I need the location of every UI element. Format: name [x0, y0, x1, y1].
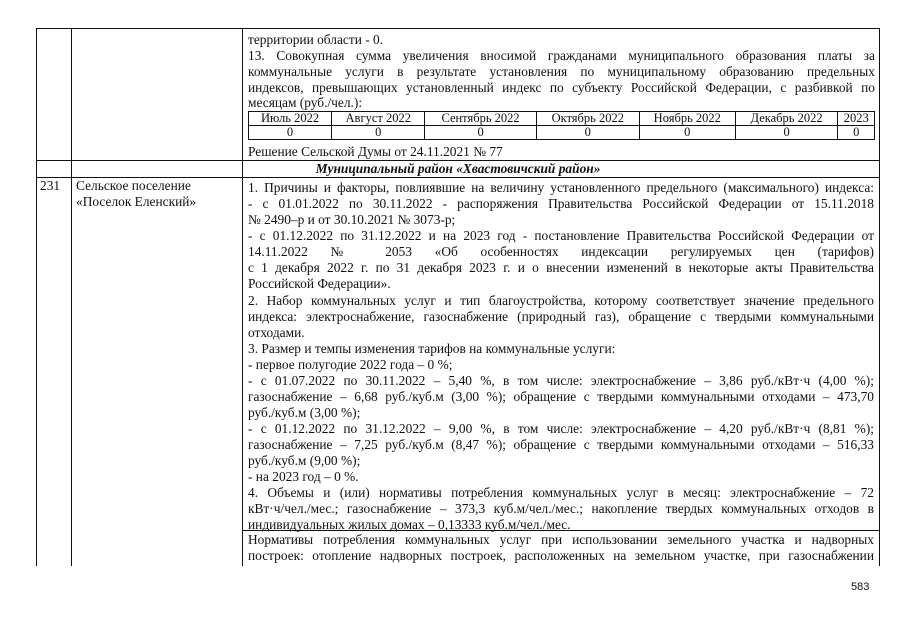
monthly-header-row	[249, 112, 875, 126]
item13-line: индексов, превышающих установленный индекс по субъекту Российской Федерации, с разбивкой по	[248, 80, 875, 95]
table-top-border	[36, 28, 880, 29]
district-title: Муниципальный район «Хвастовичский район»	[315, 161, 601, 176]
row-text-line: 2. Набор коммунальных услуг и тип благоустройства, которому соответствует значение предельного	[248, 293, 874, 308]
row-text-line: Нормативы потребления коммунальных услуг при использовании земельного участка и надворных	[248, 532, 874, 547]
monthly-value-row	[249, 126, 875, 140]
table-col1-border	[71, 28, 72, 566]
territory-line: территории области - 0.	[248, 32, 384, 47]
row-text-line: индекса: электроснабжение, газоснабжение (природный газ), обращение с твердыми коммунальными	[248, 309, 874, 324]
month-value: 0	[735, 126, 838, 140]
row-text-line: - с 01.12.2022 по 31.12.2022 – 9,00 %, в том числе: электроснабжение – 4,20 руб./кВт·ч (8,81 %);	[248, 421, 874, 436]
month-value: 0	[249, 126, 332, 140]
row-text-line: - с 01.01.2022 по 30.11.2022 - распоряжения Правительства Российской Федерации от 15.11.2018	[248, 196, 874, 211]
month-value: 0	[425, 126, 536, 140]
item13-line: 13. Совокупная сумма увеличения вносимой гражданами муниципального образования платы за	[248, 48, 875, 63]
row-text-line: - на 2023 год – 0 %.	[248, 469, 359, 484]
month-header: Август 2022	[332, 112, 425, 126]
row-number: 231	[40, 178, 61, 193]
month-value: 0	[536, 126, 639, 140]
row-text-line: № 2490–р и от 30.10.2021 № 3073-р;	[248, 212, 456, 227]
row-text-line: кВт·ч/чел./мес.; газоснабжение – 373,3 куб.м/чел./мес.; накопление твердых коммунальных отходов в	[248, 501, 874, 516]
row-text-line: Российской Федерации».	[248, 276, 391, 291]
table-right-border	[879, 28, 880, 566]
page-number: 583	[851, 581, 870, 593]
month-value: 0	[639, 126, 735, 140]
row-text-line: руб./куб.м (9,00 %);	[248, 453, 361, 468]
table-col2-border	[242, 28, 243, 566]
month-header: 2023	[838, 112, 875, 126]
month-value: 0	[332, 126, 425, 140]
month-header: Октябрь 2022	[536, 112, 639, 126]
item13-line: коммунальные услуги в результате установления по муниципальному образованию предельных	[248, 64, 875, 79]
row-text-line: руб./куб.м (3,00 %);	[248, 405, 361, 420]
month-header: Июль 2022	[249, 112, 332, 126]
item13-line: месяцам (руб./чел.):	[248, 95, 363, 110]
row-text-line: с 1 декабря 2022 г. по 31 декабря 2023 г. и о внесении изменений в некоторые акты Правительства	[248, 260, 874, 275]
row-text-line: газоснабжение – 7,25 руб./куб.м (8,47 %); обращение с твердыми коммунальными отходами – 516,33	[248, 437, 874, 452]
settlement-name: Сельское поселение	[76, 178, 191, 193]
decision-line: Решение Сельской Думы от 24.11.2021 № 77	[248, 144, 503, 159]
monthly-table	[248, 111, 875, 140]
row-text-line: 4. Объемы и (или) нормативы потребления коммунальных услуг в месяц: электроснабжение – 72	[248, 485, 874, 500]
row-text-line: построек: отопление надворных построек, расположенных на земельном участке, при газоснабжении	[248, 548, 874, 563]
row-text-line: 3. Размер и темпы изменения тарифов на коммунальные услуги:	[248, 341, 616, 356]
settlement-name: «Поселок Еленский»	[76, 194, 197, 209]
row-text-line: - с 01.12.2022 по 31.12.2022 и на 2023 год - постановление Правительства Российской Федерации от	[248, 228, 874, 243]
month-header: Сентябрь 2022	[425, 112, 536, 126]
row-text-line: отходами.	[248, 325, 305, 340]
table-left-border	[36, 28, 37, 566]
row-text-line: - первое полугодие 2022 года – 0 %;	[248, 357, 453, 372]
row-text-line: 1. Причины и факторы, повлиявшие на величину установленного предельного (максимального) индекса:	[248, 180, 874, 195]
row-text-line: - с 01.07.2022 по 30.11.2022 – 5,40 %, в том числе: электроснабжение – 3,86 руб./кВт·ч (4,00 %);	[248, 373, 874, 388]
month-header: Ноябрь 2022	[639, 112, 735, 126]
month-header: Декабрь 2022	[735, 112, 838, 126]
row-text-line: 14.11.2022 № 2053 «Об особенностях индексации регулируемых цен (тарифов)	[248, 244, 874, 259]
month-value: 0	[838, 126, 875, 140]
row-text-line: индивидуальных жилых домах – 0,13333 куб.м/чел./мес.	[248, 517, 571, 532]
row-text-line: газоснабжение – 6,68 руб./куб.м (3,00 %); обращение с твердыми коммунальными отходами – 473,70	[248, 389, 874, 404]
